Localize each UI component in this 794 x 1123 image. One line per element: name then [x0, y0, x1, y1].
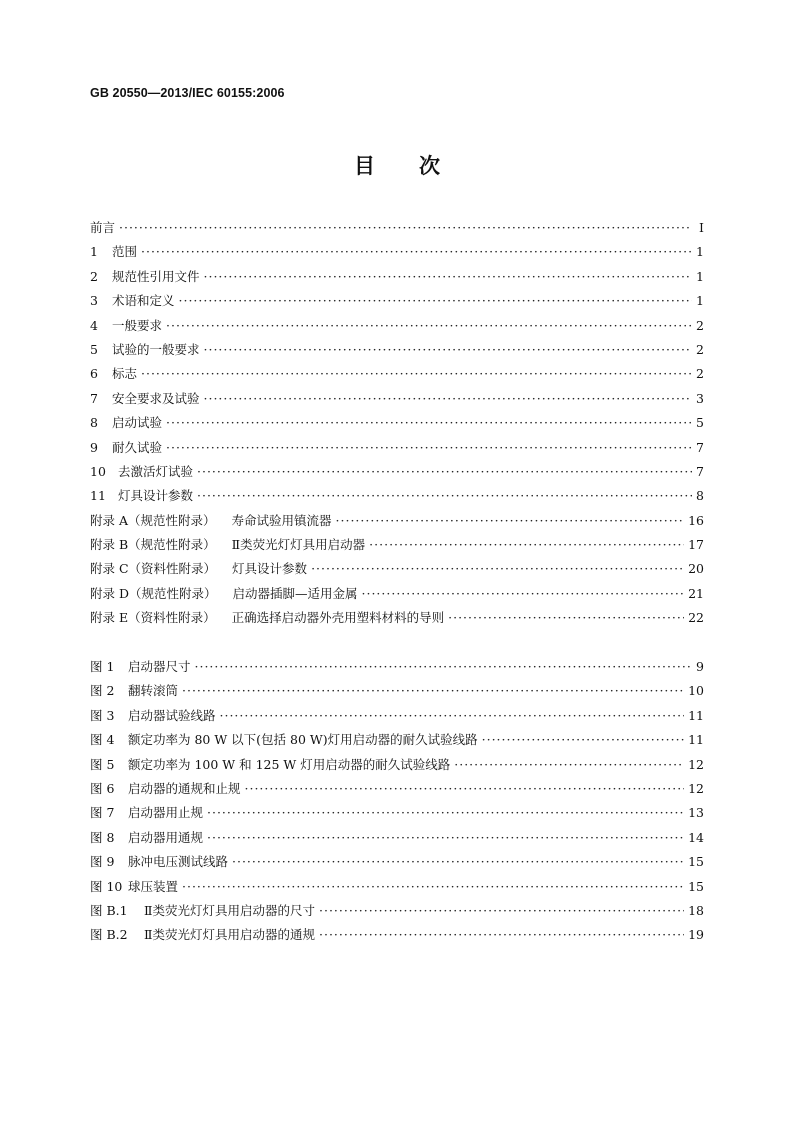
toc-num: 4: [90, 317, 98, 333]
leader-dots: [362, 582, 685, 606]
toc-num: 1: [90, 244, 98, 260]
toc-num: 11: [90, 488, 106, 504]
toc-annex-entry[interactable]: [90, 557, 704, 581]
toc-label: 脉冲电压测试线路: [128, 854, 229, 870]
figure-num: 图 8: [90, 829, 115, 845]
toc-label: Ⅱ类荧光灯灯具用启动器的通规: [144, 927, 315, 943]
toc-annex-entry[interactable]: [90, 606, 704, 630]
toc-entry[interactable]: [90, 362, 704, 386]
toc-figures: [90, 655, 704, 948]
leader-dots: [195, 655, 692, 679]
leader-dots: [311, 557, 684, 581]
toc-label: 安全要求及试验: [112, 390, 200, 406]
document-code: GB 20550—2013/IEC 60155:2006: [90, 86, 285, 100]
page-title: 目次: [354, 153, 484, 178]
toc-num: 3: [90, 293, 98, 309]
leader-dots: [204, 265, 692, 289]
toc-main: [90, 216, 704, 631]
leader-dots: [207, 801, 684, 825]
toc-label: 启动器用止规: [128, 805, 204, 821]
toc-label: 去激活灯试验: [118, 463, 194, 479]
figure-num: 图 10: [90, 878, 123, 894]
leader-dots: [182, 679, 684, 703]
toc-entry[interactable]: [90, 265, 704, 289]
toc-entry[interactable]: [90, 338, 704, 362]
leader-dots: [207, 826, 684, 850]
toc-page: 7: [696, 439, 704, 455]
toc-figure-entry[interactable]: [90, 655, 704, 679]
leader-dots: [179, 289, 692, 313]
toc-annex-entry[interactable]: [90, 533, 704, 557]
leader-dots: [141, 362, 692, 386]
leader-dots: [204, 387, 692, 411]
toc-page: 13: [688, 805, 704, 821]
toc-entry[interactable]: [90, 240, 704, 264]
toc-label: 寿命试验用镇流器: [231, 512, 332, 528]
leader-dots: [197, 484, 692, 508]
toc-label: 灯具设计参数: [118, 488, 194, 504]
leader-dots: [166, 314, 692, 338]
toc-num: 10: [90, 463, 106, 479]
toc-label: 额定功率为 80 W 以下(包括 80 W)灯用启动器的耐久试验线路: [128, 732, 478, 748]
toc-label: 耐久试验: [112, 439, 163, 455]
toc-figure-entry[interactable]: [90, 777, 704, 801]
toc-page: 11: [688, 707, 704, 723]
figure-num: 图 5: [90, 756, 115, 772]
toc-annex-entry[interactable]: [90, 509, 704, 533]
leader-dots: [197, 460, 692, 484]
toc-figure-entry[interactable]: [90, 704, 704, 728]
toc-page: 2: [696, 317, 704, 333]
toc-label: 灯具设计参数: [232, 561, 308, 577]
toc-page: 11: [688, 732, 704, 748]
leader-dots: [245, 777, 685, 801]
toc-label: 试验的一般要求: [112, 341, 200, 357]
toc-page: 17: [688, 537, 704, 553]
toc-label: 翻转滚筒: [128, 683, 179, 699]
toc-label: 术语和定义: [112, 293, 175, 309]
toc-figure-entry[interactable]: [90, 850, 704, 874]
toc-page: Ⅰ: [699, 220, 704, 235]
figure-num: 图 9: [90, 854, 115, 870]
toc-page: 2: [696, 341, 704, 357]
toc-label: 启动器插脚—适用金属: [232, 585, 358, 601]
toc-num: 8: [90, 415, 98, 431]
toc-figure-entry[interactable]: [90, 679, 704, 703]
toc-label: Ⅱ类荧光灯灯具用启动器: [231, 537, 366, 553]
toc-entry[interactable]: [90, 314, 704, 338]
toc-label: 前言: [90, 220, 116, 235]
toc-label: 启动器尺寸: [128, 659, 191, 674]
toc-label: 正确选择启动器外壳用塑料材料的导则: [231, 610, 445, 626]
toc-page: 5: [696, 415, 704, 431]
annex-prefix: 附录 C（资料性附录）: [90, 561, 217, 577]
leader-dots: [141, 240, 692, 264]
toc-label: 标志: [112, 366, 138, 382]
toc-figure-entry[interactable]: [90, 728, 704, 752]
toc-page: 14: [688, 829, 704, 845]
toc-entry[interactable]: [90, 411, 704, 435]
leader-dots: [319, 899, 684, 923]
toc-figure-entry[interactable]: [90, 875, 704, 899]
annex-prefix: 附录 D（规范性附录）: [90, 585, 217, 601]
toc-page: 9: [696, 659, 704, 674]
leader-dots: [232, 850, 684, 874]
figure-num: 图 3: [90, 707, 115, 723]
toc-figure-entry[interactable]: [90, 801, 704, 825]
toc-label: 球压装置: [128, 878, 179, 894]
figure-num: 图 4: [90, 732, 115, 748]
leader-dots: [369, 533, 684, 557]
toc-num: 6: [90, 366, 98, 382]
toc-label: Ⅱ类荧光灯灯具用启动器的尺寸: [144, 902, 315, 918]
toc-num: 5: [90, 341, 98, 357]
leader-dots: [319, 923, 684, 947]
toc-entry[interactable]: [90, 289, 704, 313]
toc-label: 规范性引用文件: [112, 268, 200, 284]
leader-dots: [204, 338, 692, 362]
toc-page: 16: [688, 512, 704, 528]
figure-num: 图 B.1: [90, 902, 128, 918]
leader-dots: [166, 436, 692, 460]
toc-num: 2: [90, 268, 98, 284]
annex-prefix: 附录 B（规范性附录）: [90, 537, 216, 553]
figure-num: 图 6: [90, 780, 115, 796]
leader-dots: [482, 728, 684, 752]
toc-label: 启动器试验线路: [128, 707, 216, 723]
toc-entry[interactable]: [90, 436, 704, 460]
toc-page: 10: [688, 683, 704, 699]
toc-label: 启动器用通规: [128, 829, 204, 845]
toc-label: 额定功率为 100 W 和 125 W 灯用启动器的耐久试验线路: [128, 756, 451, 772]
toc-label: 范围: [112, 244, 138, 260]
toc-entry-preface[interactable]: [90, 216, 704, 240]
leader-dots: [166, 411, 692, 435]
toc-page: 20: [688, 561, 704, 577]
toc-page: 22: [688, 610, 704, 626]
leader-dots: [454, 753, 684, 777]
toc-page: 15: [688, 854, 704, 870]
toc-figure-entry[interactable]: [90, 899, 704, 923]
toc-page: 21: [688, 585, 704, 601]
toc-entry[interactable]: [90, 460, 704, 484]
toc-label: 启动试验: [112, 415, 163, 431]
annex-prefix: 附录 E（资料性附录）: [90, 610, 216, 626]
toc-page: 8: [696, 488, 704, 504]
leader-dots: [182, 875, 684, 899]
toc-page: 12: [688, 780, 704, 796]
figure-num: 图 2: [90, 683, 115, 699]
toc-label: 一般要求: [112, 317, 163, 333]
toc-num: 7: [90, 390, 98, 406]
toc-figure-entry[interactable]: [90, 826, 704, 850]
toc-entry[interactable]: [90, 484, 704, 508]
leader-dots: [336, 509, 685, 533]
toc-num: 9: [90, 439, 98, 455]
toc-page: 1: [696, 244, 704, 260]
toc-page: 7: [696, 463, 704, 479]
toc-page: 18: [688, 902, 704, 918]
toc-page: 1: [696, 293, 704, 309]
toc-page: 15: [688, 878, 704, 894]
toc-figure-entry[interactable]: [90, 753, 704, 777]
toc-annex-entry[interactable]: [90, 582, 704, 606]
toc-page: 1: [696, 268, 704, 284]
leader-dots: [119, 216, 692, 240]
toc-page: 3: [696, 390, 704, 406]
leader-dots: [220, 704, 685, 728]
annex-prefix: 附录 A（规范性附录）: [90, 512, 216, 528]
toc-label: 启动器的通规和止规: [128, 780, 241, 796]
figure-num: 图 1: [90, 659, 115, 674]
toc-page: 2: [696, 366, 704, 382]
leader-dots: [448, 606, 684, 630]
toc-page: 19: [688, 927, 704, 943]
toc-figure-entry[interactable]: [90, 923, 704, 947]
toc-entry[interactable]: [90, 387, 704, 411]
toc-page: 12: [688, 756, 704, 772]
figure-num: 图 7: [90, 805, 115, 821]
figure-num: 图 B.2: [90, 927, 128, 943]
